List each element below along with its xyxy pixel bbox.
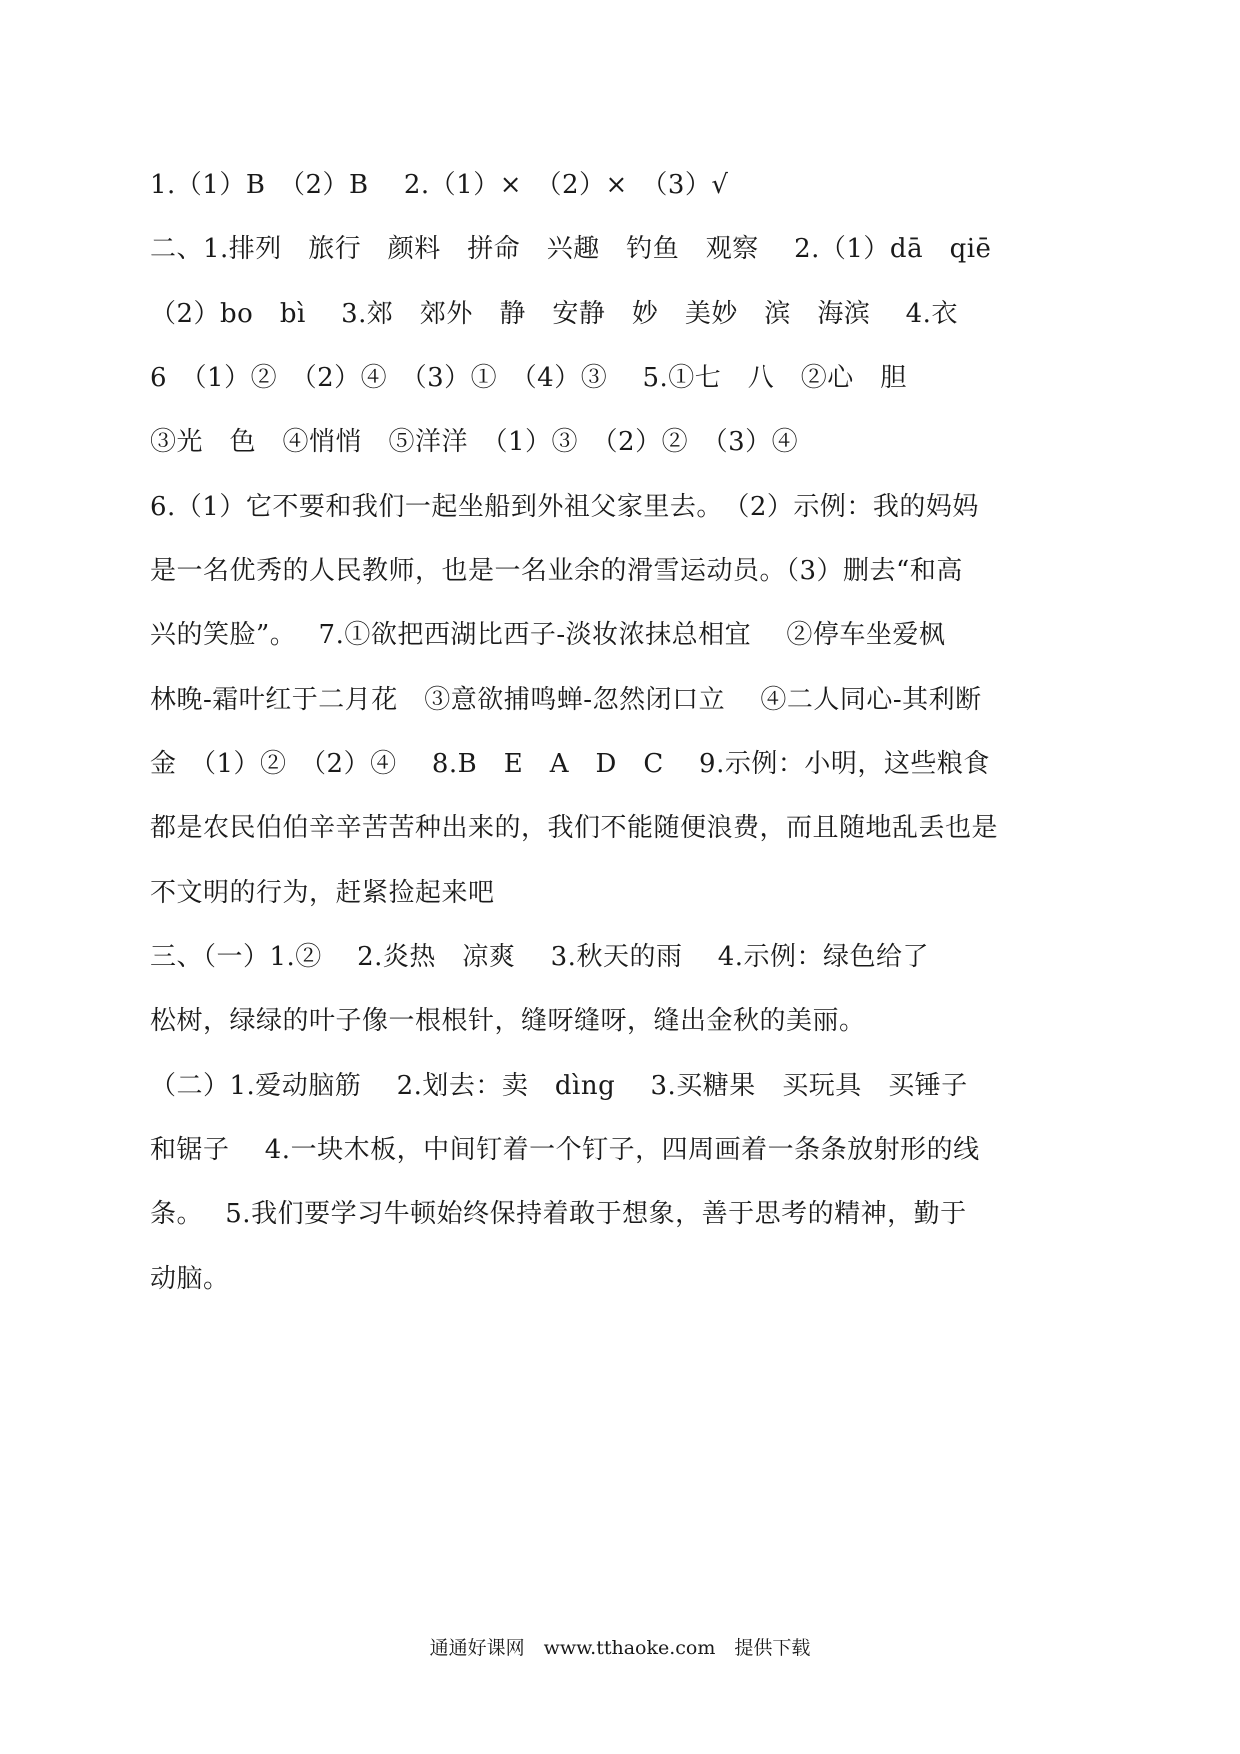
answer-line-3: （2）bo bì 3.郊 郊外 静 安静 妙 美妙 滨 海滨 4.衣 (150, 299, 958, 329)
answer-line-12: 不文明的行为，赶紧捡起来吧 (150, 878, 495, 908)
answer-line-4: 6 （1）② （2）④ （3）① （4）③ 5.①七 八 ②心 胆 (150, 363, 907, 393)
answer-line-8: 兴的笑脸”。 7.①欲把西湖比西子-淡妆浓抹总相宜 ②停车坐爱枫 (150, 620, 946, 650)
answer-line-1: 1.（1）B （2）B 2.（1）× （2）× （3）√ (150, 170, 729, 200)
page-footer: 通通好课网 www.tthaoke.com 提供下载 (429, 1637, 811, 1659)
answer-line-16: 和锯子 4.一块木板，中间钉着一个钉子，四周画着一条条放射形的线 (150, 1135, 980, 1165)
answer-line-15: （二）1.爱动脑筋 2.划去：卖 dìng 3.买糖果 买玩具 买锤子 (150, 1071, 968, 1101)
answer-line-10: 金 （1）② （2）④ 8.B E A D C 9.示例：小明，这些粮食 (150, 749, 990, 779)
answer-line-18: 动脑。 (150, 1264, 230, 1294)
answer-line-7: 是一名优秀的人民教师，也是一名业余的滑雪运动员。（3）删去“和高 (150, 556, 963, 586)
answer-line-17: 条。 5.我们要学习牛顿始终保持着敢于想象，善于思考的精神，勤于 (150, 1199, 967, 1229)
answer-line-11: 都是农民伯伯辛辛苦苦种出来的，我们不能随便浪费，而且随地乱丢也是 (150, 813, 999, 843)
answer-line-9: 林晚-霜叶红于二月花 ③意欲捕鸣蝉-忽然闭口立 ④二人同心-其利断 (150, 685, 982, 715)
answer-line-6: 6.（1）它不要和我们一起坐船到外祖父家里去。 （2）示例：我的妈妈 (150, 492, 979, 522)
answer-line-2: 二、1.排列 旅行 颜料 拼命 兴趣 钓鱼 观察 2.（1）dā qiē (150, 234, 992, 264)
answer-line-5: ③光 色 ④悄悄 ⑤洋洋 （1）③ （2）② （3）④ (150, 427, 799, 457)
answer-line-14: 松树，绿绿的叶子像一根根针，缝呀缝呀，缝出金秋的美丽。 (150, 1006, 866, 1036)
answer-line-13: 三、（一）1.② 2.炎热 凉爽 3.秋天的雨 4.示例：绿色给了 (150, 942, 930, 972)
